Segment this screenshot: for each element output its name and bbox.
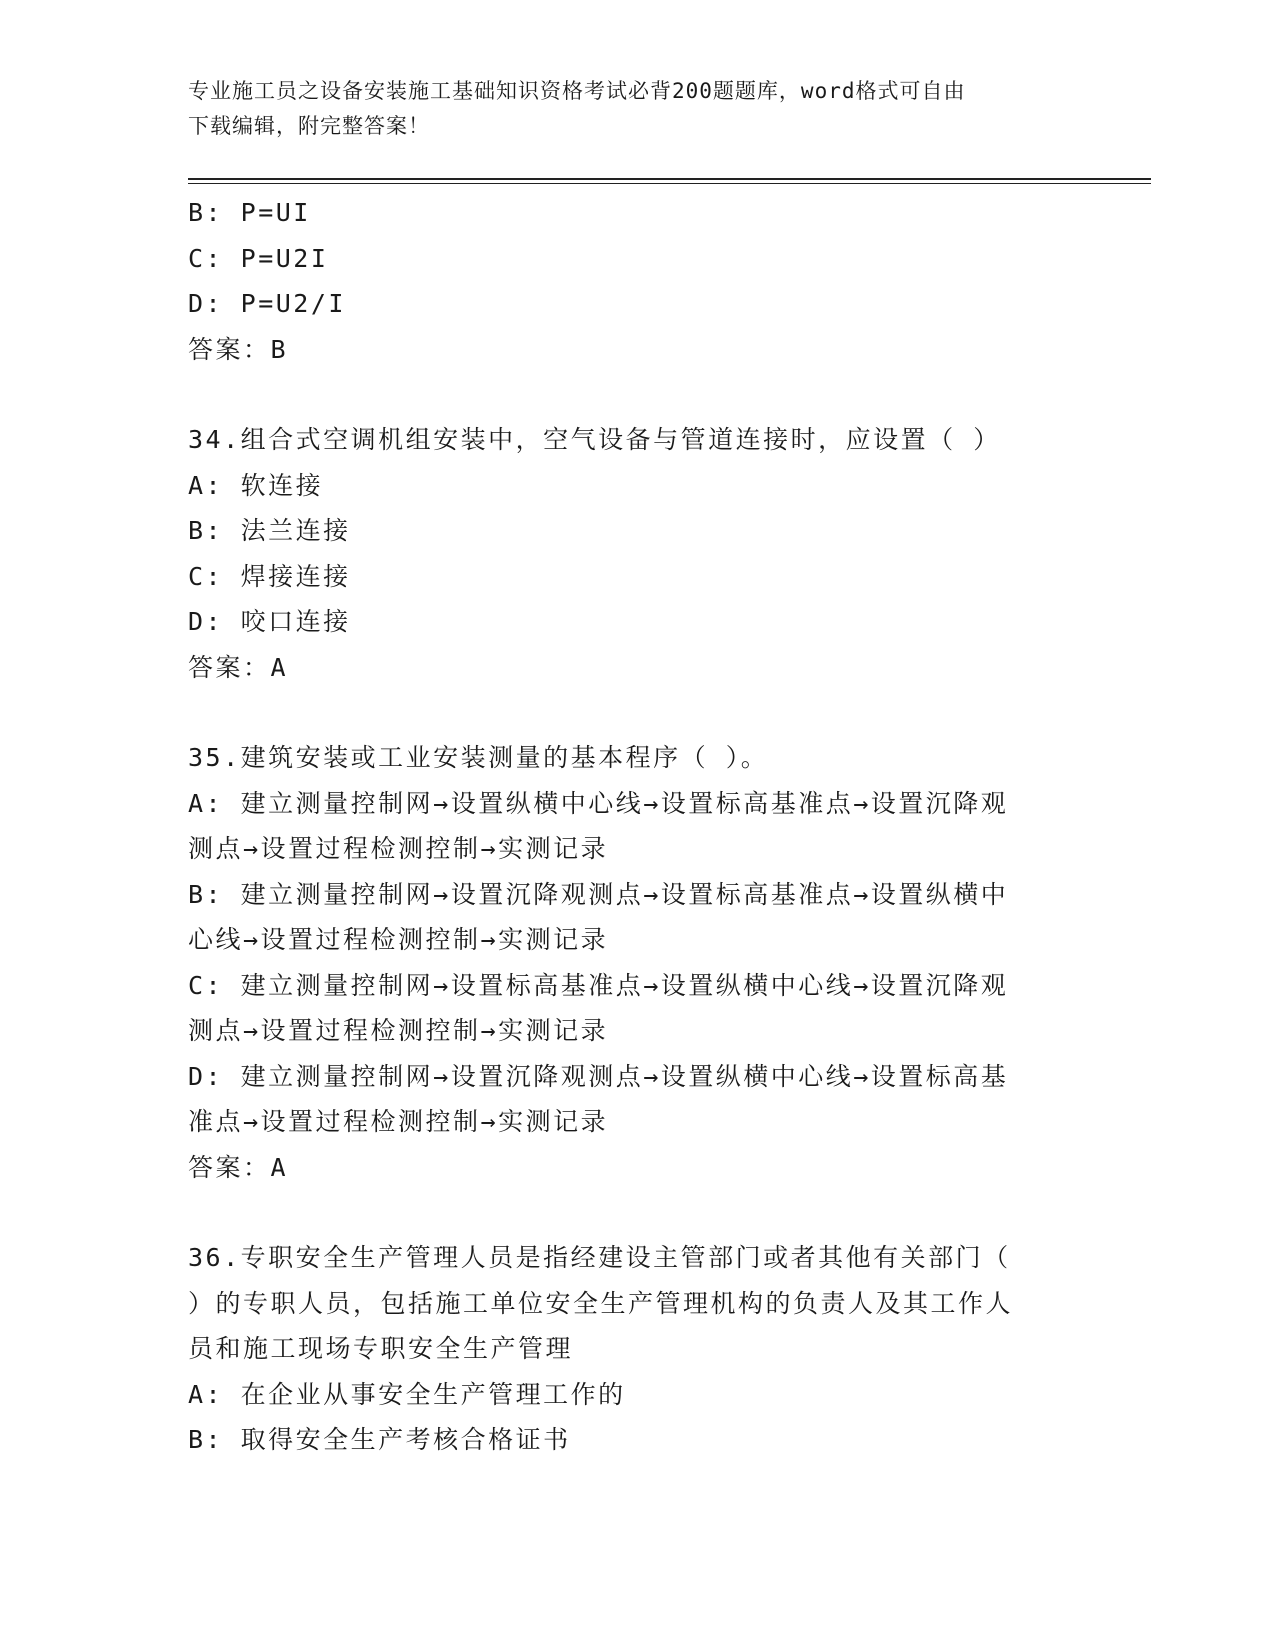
question-stem-line-2: ）的专职人员，包括施工单位安全生产管理机构的负责人及其工作人 [188, 1288, 1014, 1318]
spacer [188, 1190, 1088, 1235]
option-b-line-2: 心线→设置过程检测控制→实测记录 [188, 925, 609, 954]
question-34 [188, 417, 1088, 690]
header-rule-thick [188, 178, 1151, 180]
question-stem: 35.建筑安装或工业安装测量的基本程序（ ）。 [188, 743, 769, 772]
option-d: D: 咬口连接 [188, 607, 351, 636]
question-stem-line-3: 员和施工现场专职安全生产管理 [188, 1334, 574, 1363]
option-b: B: P=UI [188, 198, 311, 227]
question-36 [188, 1235, 1088, 1463]
spacer [188, 690, 1088, 735]
option-c: C: P=U2I [188, 243, 329, 273]
answer: 答案：B [188, 334, 289, 364]
page-header [188, 74, 1078, 144]
question-35 [188, 735, 1088, 1190]
option-a-line-2: 测点→设置过程检测控制→实测记录 [188, 834, 609, 863]
spacer [188, 372, 1088, 417]
option-d: D: P=U2/I [188, 289, 346, 318]
question-stem-line-1: 36.专职安全生产管理人员是指经建设主管部门或者其他有关部门（ [188, 1243, 1011, 1272]
option-d-line-1: D: 建立测量控制网→设置沉降观测点→设置纵横中心线→设置标高基 [188, 1061, 1009, 1091]
header-line-2: 下载编辑，附完整答案！ [188, 114, 430, 138]
header-rule-thin [188, 183, 1151, 184]
option-d-line-2: 准点→设置过程检测控制→实测记录 [188, 1107, 609, 1136]
option-b: B: 取得安全生产考核合格证书 [188, 1425, 571, 1454]
question-33 [188, 190, 1088, 372]
question-content [188, 190, 1088, 1463]
option-a-line-1: A: 建立测量控制网→设置纵横中心线→设置标高基准点→设置沉降观 [188, 788, 1009, 818]
option-c-line-2: 测点→设置过程检测控制→实测记录 [188, 1016, 609, 1045]
option-c: C: 焊接连接 [188, 561, 351, 591]
option-c-line-1: C: 建立测量控制网→设置标高基准点→设置纵横中心线→设置沉降观 [188, 970, 1009, 1000]
option-a: A: 在企业从事安全生产管理工作的 [188, 1379, 626, 1409]
option-a: A: 软连接 [188, 470, 324, 500]
option-b-line-1: B: 建立测量控制网→设置沉降观测点→设置标高基准点→设置纵横中 [188, 879, 1009, 909]
option-b: B: 法兰连接 [188, 516, 351, 545]
header-line-1: 专业施工员之设备安装施工基础知识资格考试必背200题题库，word格式可自由 [188, 79, 966, 103]
question-stem: 34.组合式空调机组安装中，空气设备与管道连接时，应设置（ ） [188, 425, 1001, 454]
answer: 答案：A [188, 1152, 289, 1182]
answer: 答案：A [188, 652, 289, 682]
